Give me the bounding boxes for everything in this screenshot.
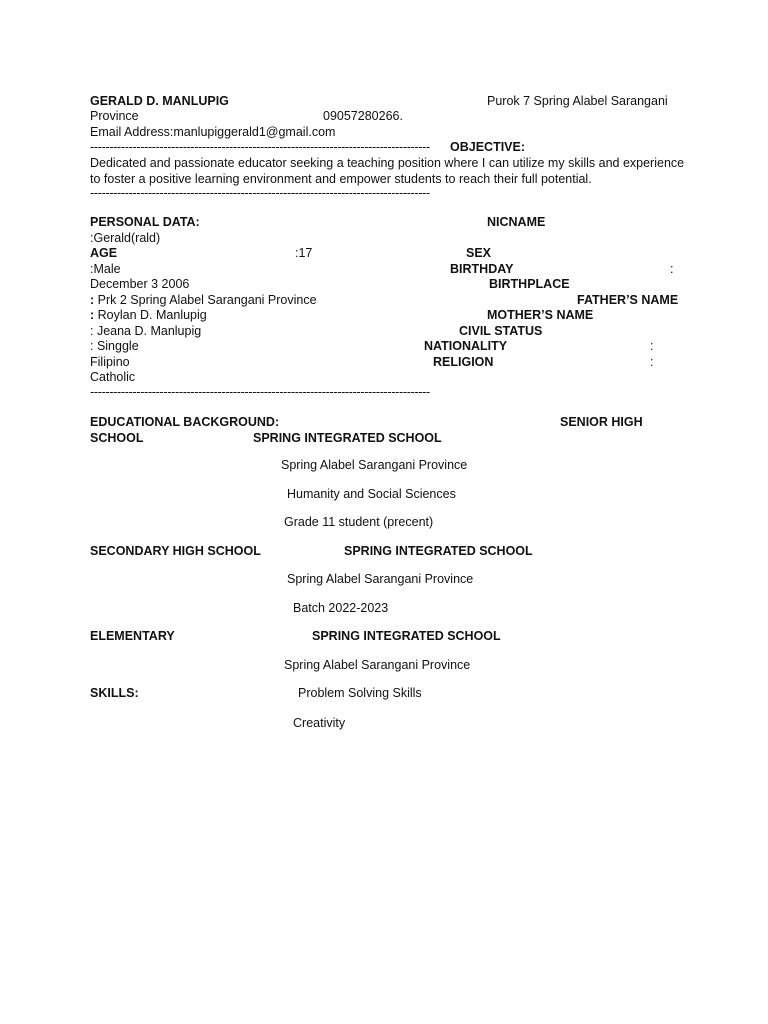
skill-item: Problem Solving Skills xyxy=(298,686,422,700)
divider-line: ---------------------------------------------------------------------------------------- xyxy=(90,140,430,154)
secondary-address: Spring Alabel Sarangani Province xyxy=(287,572,474,586)
father-name-value: Roylan D. Manlupig xyxy=(94,308,207,322)
senior-high-school-name: SPRING INTEGRATED SCHOOL xyxy=(253,431,442,445)
email-address: Email Address:manlupiggerald1@gmail.com xyxy=(90,125,336,139)
skills-label: SKILLS: xyxy=(90,686,139,700)
birthday-value: December 3 2006 xyxy=(90,277,190,291)
sex-value: :Male xyxy=(90,262,121,276)
nickname-label: NICNAME xyxy=(487,215,546,229)
address-line-1: Purok 7 Spring Alabel Sarangani xyxy=(487,94,668,108)
nationality-colon: : xyxy=(650,339,654,353)
objective-text: Dedicated and passionate educator seeking a teaching position where I can utilize my skills and experience to foster a positive learning environment and empower students to reach their full potential. xyxy=(90,156,685,186)
nationality-value: Filipino xyxy=(90,355,130,369)
elementary-school-name: SPRING INTEGRATED SCHOOL xyxy=(312,629,501,643)
secondary-label: SECONDARY HIGH SCHOOL xyxy=(90,544,261,558)
birthplace-label: BIRTHPLACE xyxy=(489,277,570,291)
elementary-address: Spring Alabel Sarangani Province xyxy=(284,658,471,672)
objective-heading: OBJECTIVE: xyxy=(450,140,526,154)
education-heading: EDUCATIONAL BACKGROUND: xyxy=(90,415,280,429)
age-value: :17 xyxy=(295,246,313,260)
phone-number: 09057280266. xyxy=(323,109,403,123)
divider-line: ---------------------------------------------------------------------------------------- xyxy=(90,385,430,399)
senior-high-address: Spring Alabel Sarangani Province xyxy=(281,458,468,472)
religion-value: Catholic xyxy=(90,370,136,384)
senior-high-label: SENIOR HIGH xyxy=(560,415,643,429)
age-label: AGE xyxy=(90,246,118,260)
father-name-value-line xyxy=(90,308,207,323)
mother-name-label: MOTHER’S NAME xyxy=(487,308,594,322)
elementary-label: ELEMENTARY xyxy=(90,629,175,643)
father-name-label: FATHER’S NAME xyxy=(577,293,679,307)
secondary-school-name: SPRING INTEGRATED SCHOOL xyxy=(344,544,533,558)
address-line-2: Province xyxy=(90,109,139,123)
divider-line: ---------------------------------------------------------------------------------------- xyxy=(90,186,430,200)
mother-name-value: : Jeana D. Manlupig xyxy=(90,324,202,338)
father-colon: : xyxy=(90,308,95,322)
birthday-colon: : xyxy=(670,262,674,276)
birthplace-value-line xyxy=(90,293,317,308)
civil-status-value: : Singgle xyxy=(90,339,139,353)
birthplace-value: Prk 2 Spring Alabel Sarangani Province xyxy=(94,293,317,307)
senior-high-status: Grade 11 student (precent) xyxy=(284,515,434,529)
religion-label: RELIGION xyxy=(433,355,494,369)
religion-colon: : xyxy=(650,355,654,369)
nickname-value: :Gerald(rald) xyxy=(90,231,161,245)
personal-data-heading: PERSONAL DATA: xyxy=(90,215,200,229)
nationality-label: NATIONALITY xyxy=(424,339,508,353)
birthday-label: BIRTHDAY xyxy=(450,262,514,276)
sex-label: SEX xyxy=(466,246,492,260)
civil-status-label: CIVIL STATUS xyxy=(459,324,543,338)
skill-item: Creativity xyxy=(293,716,346,730)
senior-high-label-cont: SCHOOL xyxy=(90,431,144,445)
secondary-batch: Batch 2022-2023 xyxy=(293,601,389,615)
senior-high-strand: Humanity and Social Sciences xyxy=(287,487,456,501)
applicant-name: GERALD D. MANLUPIG xyxy=(90,94,229,108)
birthplace-colon: : xyxy=(90,293,95,307)
